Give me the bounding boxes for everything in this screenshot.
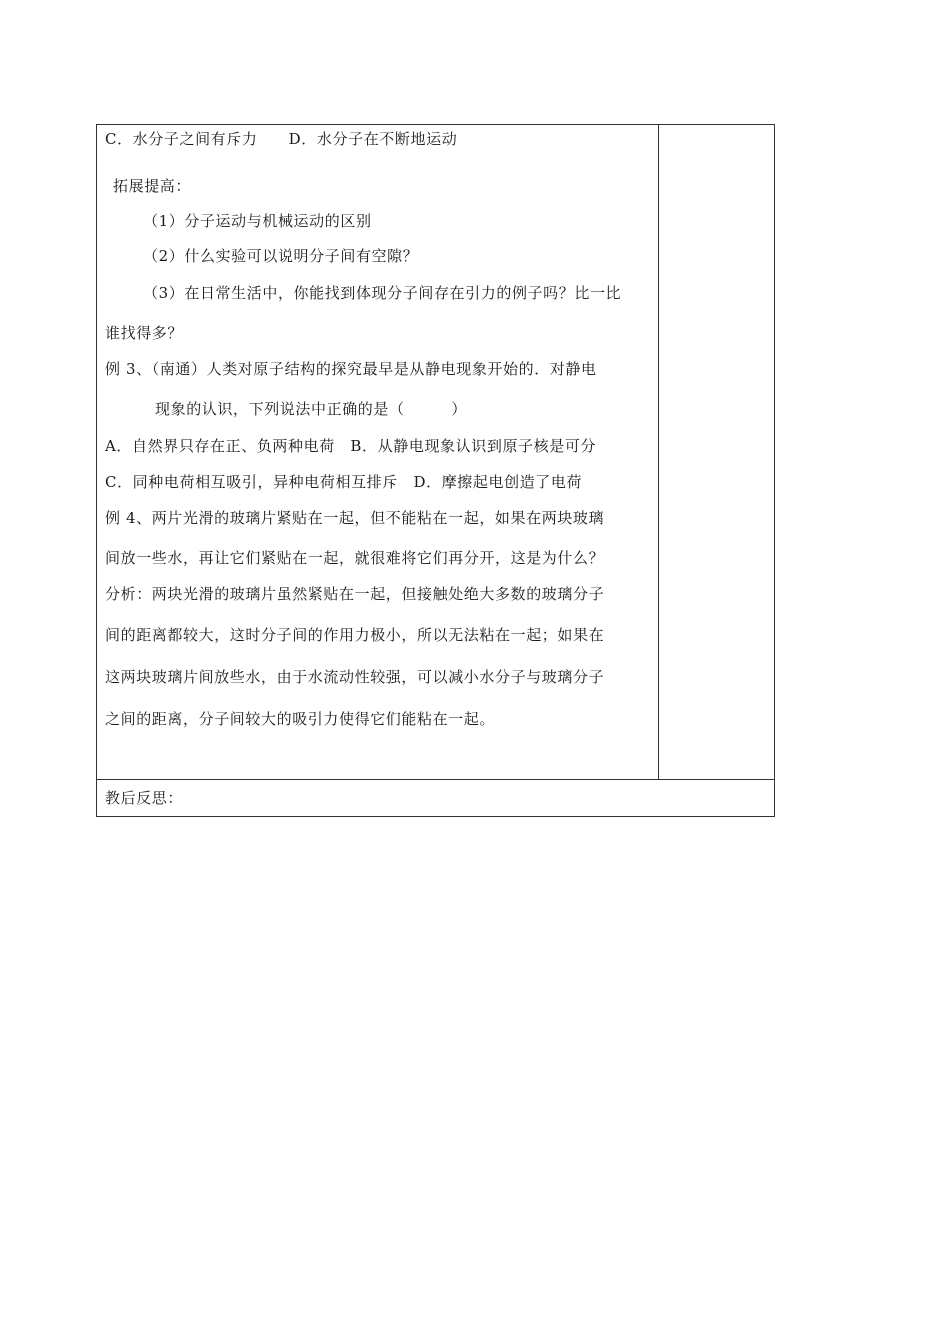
question-2: （2）什么实验可以说明分子间有空隙？ [143,247,419,265]
reflection-row [97,779,774,816]
notes-cell [659,125,774,779]
lesson-table [96,124,775,817]
analysis-line-3: 这两块玻璃片间放些水，由于水流动性较强，可以减小水分子与玻璃分子 [105,668,605,686]
analysis-line-1: 分析：两块光滑的玻璃片虽然紧贴在一起，但接触处绝大多数的玻璃分子 [105,585,605,603]
analysis-line-4: 之间的距离，分子间较大的吸引力使得它们能粘在一起。 [105,710,496,728]
question-3-line-1: （3）在日常生活中，你能找到体现分子间存在引力的例子吗？比一比 [143,284,622,302]
analysis-line-2: 间的距离都较大，这时分子间的作用力极小，所以无法粘在一起；如果在 [105,626,605,644]
question-1: （1）分子运动与机械运动的区别 [143,212,372,230]
example-3-line-2: 现象的认识，下列说法中正确的是（ ） [155,400,468,418]
example-4-line-2: 间放一些水，再让它们紧贴在一起，就很难将它们再分开，这是为什么？ [105,549,605,567]
example-3-options-a-b: A．自然界只存在正、负两种电荷 B．从静电现象认识到原子核是可分 [105,437,597,455]
option-c-d-line: C．水分子之间有斥力 D．水分子在不断地运动 [105,130,458,148]
question-3-line-2: 谁找得多？ [105,324,184,342]
content-cell [97,125,659,779]
example-4-line-1: 例 4、两片光滑的玻璃片紧贴在一起，但不能粘在一起，如果在两块玻璃 [105,509,605,527]
reflection-label: 教后反思： [105,789,184,807]
example-3-line-1: 例 3、（南通）人类对原子结构的探究最早是从静电现象开始的．对静电 [105,360,597,378]
extension-heading: 拓展提高： [113,177,192,195]
example-3-options-c-d: C．同种电荷相互吸引，异种电荷相互排斥 D．摩擦起电创造了电荷 [105,473,583,491]
